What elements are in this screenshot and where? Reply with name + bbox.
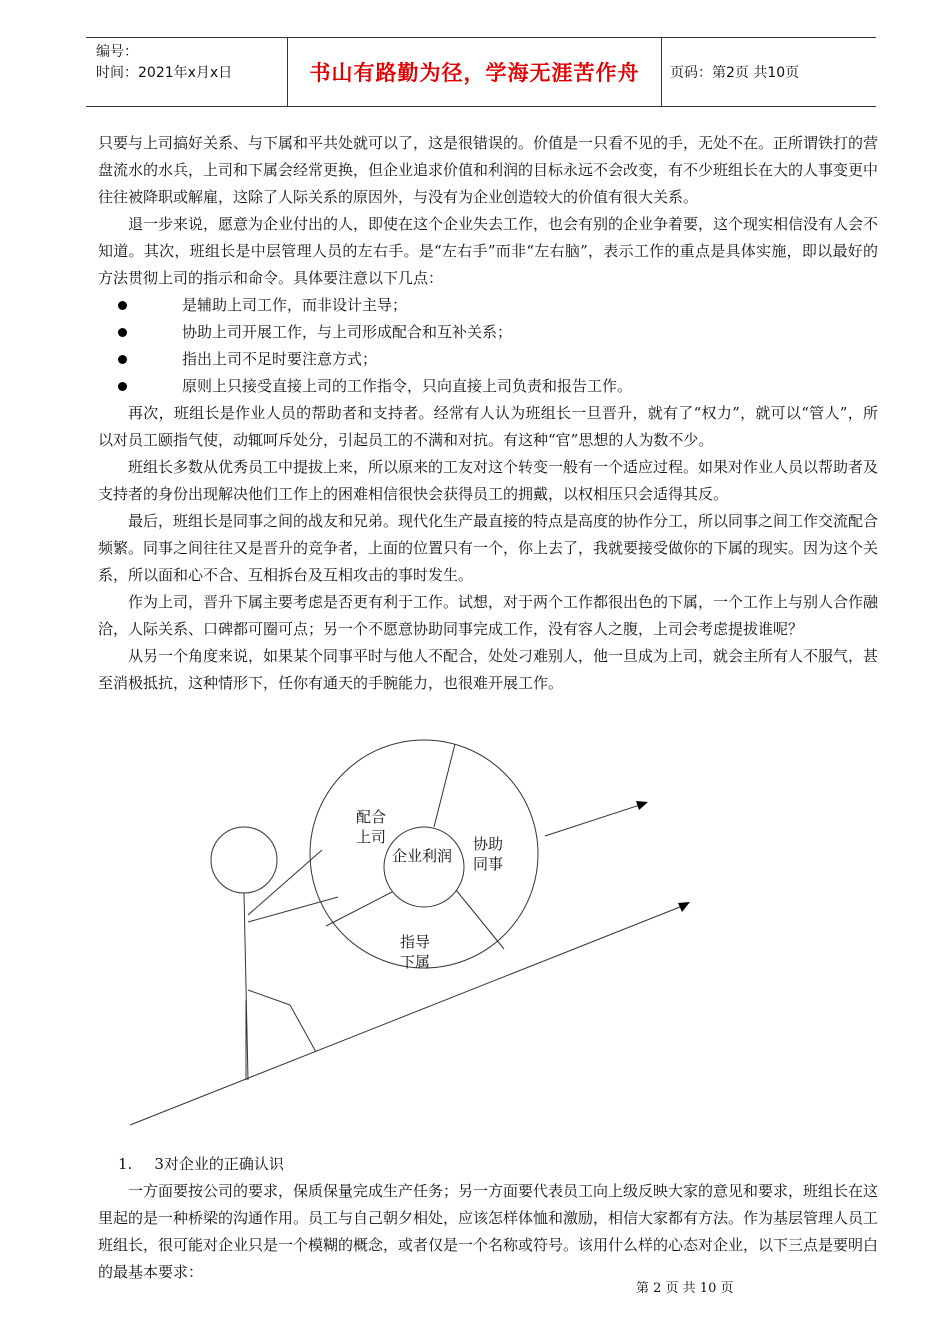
page-footer: 第 2 页 共 10 页 (636, 1281, 734, 1296)
body-text-bottom (98, 1178, 878, 1286)
header-page-label: 页码：第2页 共10页 (670, 65, 800, 81)
paragraph: 退一步来说，愿意为企业付出的人，即使在这个企业失去工作，也会有别的企业争着要，这个现实相信没有人会不知道。其次，班组长是中层管理人员的左右手。是“左右手”而非“左右脑”，表示工作的重点是具体实施，即以最好的方法贯彻上司的指示和命令。具体要注意以下几点： (98, 215, 879, 287)
bullet-item: 协助上司开展工作，与上司形成配合和互补关系； (98, 319, 878, 346)
label-seg-bottom-2: 下属 (400, 953, 431, 971)
paragraph: 一方面要按公司的要求，保质保量完成生产任务；另一方面要代表员工向上级反映大家的意见和要求，班组长在这里起的是一种桥梁的沟通作用。员工与自己朝夕相处，应该怎样体恤和激励，相信大家都有方法。作为基层管理人员工班组长，很可能对企业只是一个模糊的概念，或者仅是一个名称或符号。该用什么样的心态对企业，以下三点是要明白的最基本要求： (98, 1182, 879, 1281)
label-seg-right-2: 同事 (473, 855, 504, 873)
label-seg-top-left-1: 配合 (356, 808, 387, 826)
label-seg-right-1: 协助 (473, 835, 504, 853)
section-number: 1. (118, 1155, 133, 1173)
section-heading (118, 1151, 284, 1178)
paragraph: 再次，班组长是作业人员的帮助者和支持者。经常有人认为班组长一旦晋升，就有了“权力”，就可以“管人”，所以对员工颐指气使，动辄呵斥处分，引起员工的不满和对抗。有这种“官”思想的人为数不少。 (98, 404, 878, 449)
paragraph: 作为上司，晋升下属主要考虑是否更有利于工作。试想，对于两个工作都很出色的下属，一个工作上与别人合作融洽，人际关系、口碑都可圈可点；另一个不愿意协助同事完成工作，没有容人之腹，上司会考虑提拔谁呢？ (98, 593, 879, 638)
arrow-head-icon (636, 801, 648, 810)
figure-leg (290, 1005, 316, 1052)
number-label: 编号： (96, 44, 138, 60)
label-seg-top-left-2: 上司 (356, 828, 387, 846)
bullet-item: 指出上司不足时要注意方式； (98, 346, 878, 373)
paragraph: 只要与上司搞好关系、与下属和平共处就可以了，这是很错误的。价值是一只看不见的手，无处不在。正所谓铁打的营盘流水的水兵，上司和下属会经常更换，但企业追求价值和利润的目标永远不会改变，有不少班组长在大的人事变更中往往被降职或解雇，这除了人际关系的原因外，与没有为企业创造较大的价值有很大关系。 (98, 134, 879, 206)
arrow-line (545, 804, 643, 836)
figure-head (211, 827, 277, 893)
paragraph: 从另一个角度来说，如果某个同事平时与他人不配合，处处刁难别人，他一旦成为上司，就会主所有人不服气，甚至消极抵抗，这种情形下，任你有通天的手腕能力，也很难开展工作。 (98, 647, 879, 692)
figure-arm (248, 850, 322, 915)
header-motto: 书山有路勤为径，学海无涯苦作舟 (287, 38, 662, 106)
bullet-item: 原则上只接受直接上司的工作指令，只向直接上司负责和报告工作。 (98, 373, 878, 400)
paragraph: 班组长多数从优秀员工中提拔上来，所以原来的工友对这个转变一般有一个适应过程。如果对作业人员以帮助者及支持者的身份出现解决他们工作上的困难相信很快会获得员工的拥戴，以权相压只会适得其反。 (98, 458, 879, 503)
spoke (434, 744, 455, 827)
time-label: 时间：2021年x月x日 (96, 65, 233, 81)
inner-circle (384, 827, 464, 907)
label-seg-bottom-1: 指导 (400, 933, 431, 951)
paragraph: 最后，班组长是同事之间的战友和兄弟。现代化生产最直接的特点是高度的协作分工，所以同事之间工作交流配合频繁。同事之间往往又是晋升的竞争者，上面的位置只有一个，你上去了，我就要接受做你的下属的现实。因为这个关系，所以面和心不合、互相拆台及互相攻击的事时发生。 (98, 512, 879, 584)
section-title: 3对企业的正确认识 (154, 1155, 284, 1173)
bullet-item: 是辅助上司工作，而非设计主导； (98, 292, 878, 319)
arrow-head-icon (678, 902, 690, 912)
figure-leg (248, 990, 290, 1005)
spoke (456, 890, 504, 949)
label-center: 企业利润 (392, 847, 453, 865)
